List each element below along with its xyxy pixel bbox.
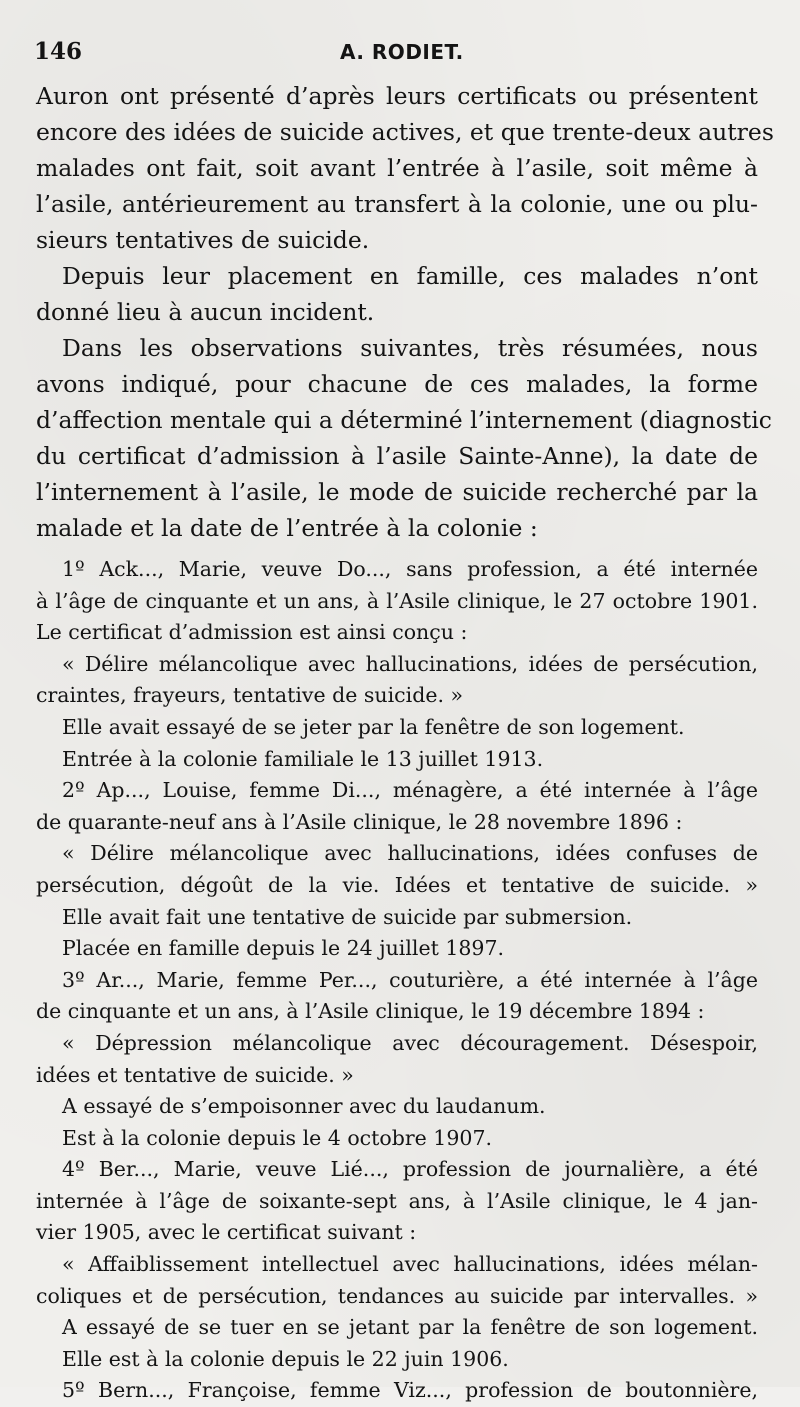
- case-line: Elle avait essayé de se jeter par la fenêtre de son logement.: [62, 714, 685, 739]
- text-line: l’internement à l’asile, le mode de suicide recherché par la: [36, 478, 758, 506]
- case-line: Entrée à la colonie familiale le 13 juillet 1913.: [62, 746, 544, 771]
- case-line: Elle est à la colonie depuis le 22 juin 1906.: [62, 1346, 509, 1371]
- paragraph: [36, 330, 772, 546]
- case-line: de quarante-neuf ans à l’Asile clinique, le 28 novembre 1896 :: [36, 809, 683, 834]
- page-number: 146: [34, 38, 83, 65]
- text-line: Depuis leur placement en famille, ces malades n’ont: [62, 262, 758, 290]
- case-line: Placée en famille depuis le 24 juillet 1897.: [62, 936, 505, 961]
- case-line: vier 1905, avec le certificat suivant :: [36, 1220, 417, 1245]
- page-header: [34, 38, 764, 70]
- running-head: A. RODIET.: [340, 40, 464, 64]
- paragraph: [36, 258, 758, 330]
- text-line: avons indiqué, pour chacune de ces malades, la forme: [36, 370, 758, 398]
- text-line: malade et la date de l’entrée à la colonie :: [36, 514, 538, 542]
- text-line: sieurs tentatives de suicide.: [36, 226, 370, 254]
- text-line: l’asile, antérieurement au transfert à la colonie, une ou plu-: [36, 190, 758, 218]
- case-line: « Délire mélancolique avec hallucinations, idées de persécution,: [62, 651, 758, 676]
- section-gap: [36, 546, 758, 554]
- case-line: coliques et de persécution, tendances au suicide par intervalles. »: [36, 1283, 758, 1308]
- paragraph: [36, 78, 774, 258]
- case-line: « Délire mélancolique avec hallucinations, idées confuses de: [62, 841, 758, 866]
- case-line: A essayé de se tuer en se jetant par la fenêtre de son logement.: [62, 1315, 758, 1340]
- case-line: idées et tentative de suicide. »: [36, 1062, 354, 1087]
- case-line: de cinquante et un ans, à l’Asile clinique, le 19 décembre 1894 :: [36, 999, 705, 1024]
- case-line: 2º Ap..., Louise, femme Di..., ménagère, a été internée à l’âge: [62, 778, 758, 803]
- text-line: du certificat d’admission à l’asile Sainte-Anne), la date de: [36, 442, 758, 470]
- text-line: encore des idées de suicide actives, et que trente-deux autres: [36, 118, 774, 146]
- case-line: « Dépression mélancolique avec découragement. Désespoir,: [62, 1030, 758, 1055]
- case-line: « Affaiblissement intellectuel avec hallucinations, idées mélan-: [62, 1252, 758, 1277]
- text-line: d’affection mentale qui a déterminé l’internement (diagnostic: [36, 406, 772, 434]
- case-line: 4º Ber..., Marie, veuve Lié..., profession de journalière, a été: [62, 1157, 758, 1182]
- text-line: Auron ont présenté d’après leurs certificats ou présentent: [36, 82, 758, 110]
- case-line: Est à la colonie depuis le 4 octobre 1907.: [62, 1125, 492, 1150]
- main-paragraphs: [36, 78, 774, 546]
- case-line: persécution, dégoût de la vie. Idées et tentative de suicide. »: [36, 872, 758, 897]
- text-line: Dans les observations suivantes, très résumées, nous: [62, 334, 758, 362]
- case-line: A essayé de s’empoisonner avec du laudanum.: [62, 1094, 546, 1119]
- case-line: 5º Bern..., Françoise, femme Viz..., profession de boutonnière,: [62, 1378, 758, 1403]
- case-line: craintes, frayeurs, tentative de suicide. »: [36, 683, 464, 708]
- case-line: 3º Ar..., Marie, femme Per..., couturière, a été internée à l’âge: [62, 967, 758, 992]
- text-line: malades ont fait, soit avant l’entrée à l’asile, soit même à: [36, 154, 758, 182]
- text-line: donné lieu à aucun incident.: [36, 298, 375, 326]
- case-line: à l’âge de cinquante et un ans, à l’Asile clinique, le 27 octobre 1901.: [36, 588, 758, 613]
- case-observations: [36, 554, 758, 1407]
- body-text: [36, 78, 774, 1407]
- case-line: 1º Ack..., Marie, veuve Do..., sans profession, a été internée: [62, 557, 758, 581]
- case-line: Le certificat d’admission est ainsi conçu :: [36, 620, 468, 645]
- case-line: internée à l’âge de soixante-sept ans, à l’Asile clinique, le 4 jan-: [36, 1188, 758, 1213]
- case-line: Elle avait fait une tentative de suicide par submersion.: [62, 904, 633, 929]
